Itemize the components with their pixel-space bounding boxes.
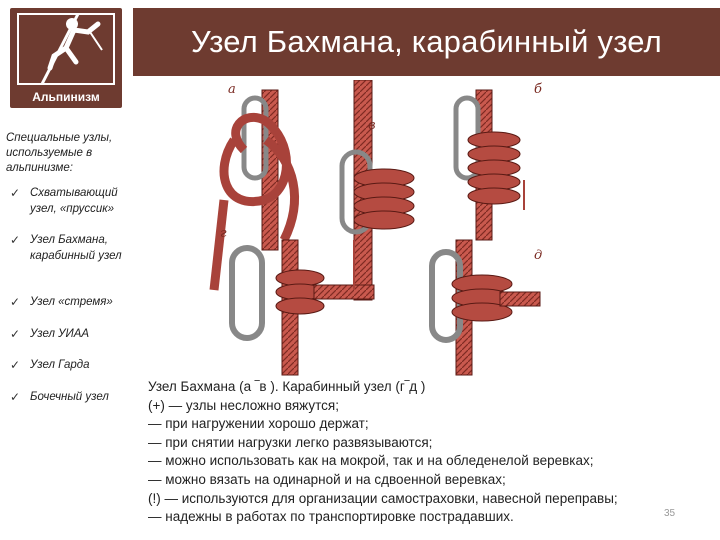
description-line: — можно использовать как на мокрой, так и на обледенелой веревках; — [148, 453, 594, 469]
knot-illustration — [204, 80, 554, 378]
panel-d — [432, 240, 543, 375]
page-title: Узел Бахмана, карабинный узел — [191, 24, 662, 59]
description-line: — при нагружении хорошо держат; — [148, 416, 369, 432]
list-item-label: Узел УИАА — [30, 328, 90, 340]
description-line: — надежны в работах по транспортировке пострадавших. — [148, 509, 514, 525]
label-d: д — [534, 248, 543, 263]
label-g: г — [220, 226, 227, 241]
panel-b — [456, 90, 524, 240]
list-item-label: Узел Гарда — [30, 359, 90, 371]
check-icon: ✓ — [10, 233, 21, 247]
description — [148, 378, 688, 527]
logo — [10, 8, 122, 108]
page-number: 35 — [664, 508, 676, 519]
check-icon: ✓ — [10, 186, 21, 200]
list-item-label: Схватывающий узел, «пруссик» — [30, 187, 118, 215]
logo-label: Альпинизм — [32, 90, 100, 104]
check-icon: ✓ — [10, 390, 21, 404]
sidebar-heading: Специальные узлы, используемые в альпинизме: — [6, 132, 113, 174]
check-icon: ✓ — [10, 295, 21, 309]
list-item-label: Узел «стремя» — [30, 296, 113, 308]
description-line: Узел Бахмана (а ‾в ). Карабинный узел (г‾д ) — [148, 379, 426, 394]
knot-drawing — [204, 80, 554, 378]
description-line: (!) — используются для организации самостраховки, навесной переправы; — [148, 490, 618, 506]
label-a: а — [228, 82, 236, 97]
description-line: (+) — узлы несложно вяжутся; — [148, 397, 339, 413]
description-line: — можно вязать на одинарной и на сдвоенной веревках; — [148, 471, 506, 487]
panel-v — [342, 80, 414, 300]
climber-icon — [12, 10, 120, 88]
list-item-label: Бочечный узел — [30, 391, 109, 403]
list-item-label: Узел Бахмана, карабинный узел — [30, 234, 122, 262]
check-icon: ✓ — [10, 358, 21, 372]
title-bar — [133, 8, 720, 76]
panel-g — [232, 240, 374, 375]
label-v: в — [368, 118, 376, 133]
description-line: — при снятии нагрузки легко развязываются; — [148, 434, 433, 450]
label-b: б — [534, 82, 542, 97]
check-icon: ✓ — [10, 327, 21, 341]
